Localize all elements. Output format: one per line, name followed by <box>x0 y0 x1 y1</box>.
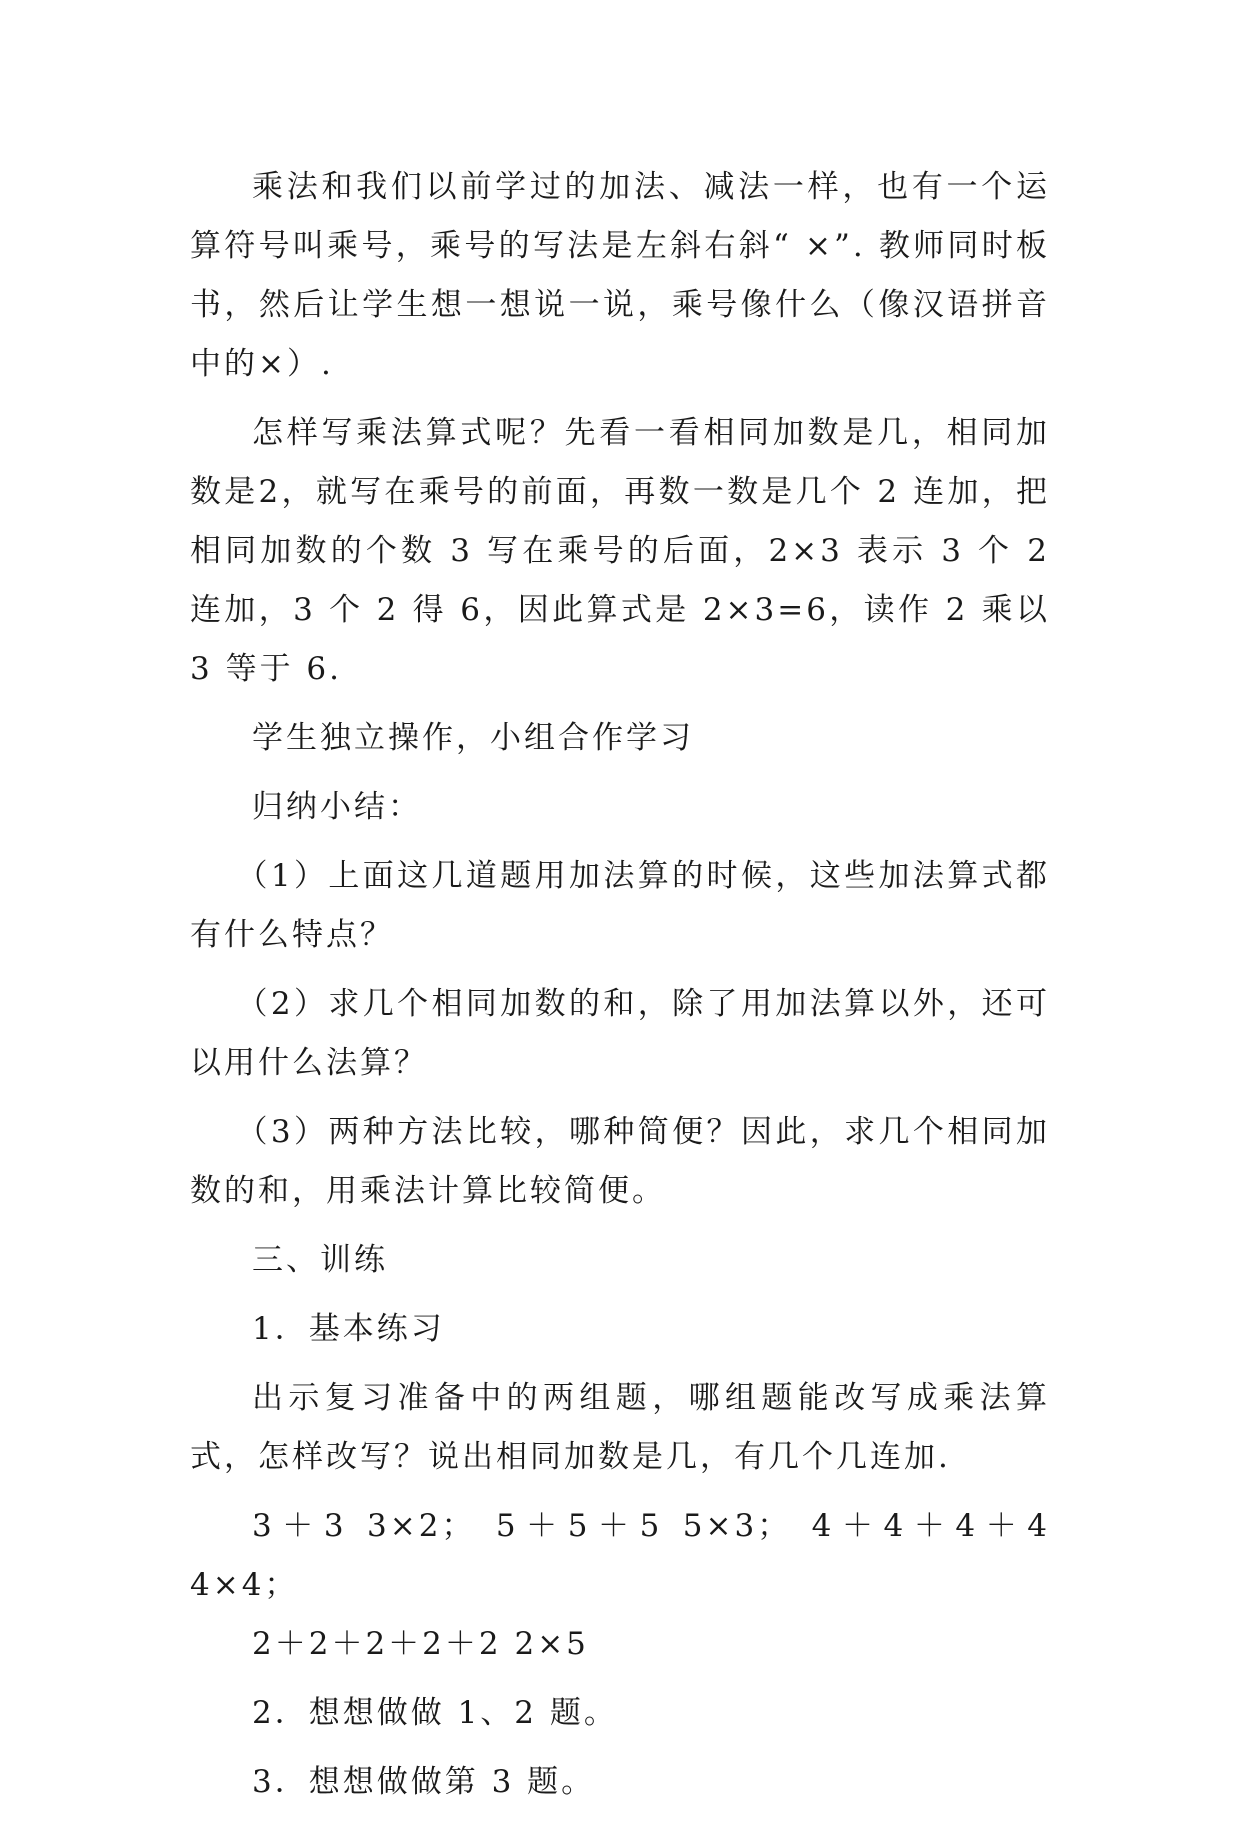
section-heading-training: 三、训练 <box>252 1242 388 1278</box>
paragraph-question-1: （1）上面这几道题用加法算的时候，这些加法算式都有什么特点？ <box>190 858 1050 953</box>
exercise-line-2: 2＋2＋2＋2＋2 2×5 <box>252 1626 589 1662</box>
item-think-do-1-2: 2．想想做做 1、2 题。 <box>252 1695 618 1731</box>
paragraph-question-3: （3）两种方法比较，哪种简便？因此，求几个相同加数的和，用乘法计算比较简便。 <box>190 1114 1050 1209</box>
paragraph-how-to-write: 怎样写乘法算式呢？先看一看相同加数是几，相同加数是2，就写在乘号的前面，再数一数是几个 2 连加，把相同加数的个数 3 写在乘号的后面，2×3 表示 3 个 2 连加，3 个 2 得 6，因此算式是 2×3=6，读作 2 乘以 3 等于 6. <box>190 415 1050 687</box>
item-think-do-3: 3．想想做做第 3 题。 <box>252 1764 596 1800</box>
paragraph-student-activity: 学生独立操作，小组合作学习 <box>252 720 694 756</box>
paragraph-question-2: （2）求几个相同加数的和，除了用加法算以外，还可以用什么法算？ <box>190 986 1050 1081</box>
document-page <box>190 158 1050 1822</box>
paragraph-summary-heading: 归纳小结： <box>252 789 422 825</box>
exercise-line-1: 3＋3 3×2； 5＋5＋5 5×3； 4＋4＋4＋4 4×4； <box>190 1508 1050 1603</box>
paragraph-exercise-instructions: 出示复习准备中的两组题，哪组题能改写成乘法算式，怎样改写？说出相同加数是几，有几个几连加. <box>190 1380 1050 1475</box>
subheading-basic-practice: 1．基本练习 <box>252 1311 445 1347</box>
paragraph-multiplication-sign: 乘法和我们以前学过的加法、减法一样，也有一个运算符号叫乘号，乘号的写法是左斜右斜“ ×”. 教师同时板书，然后让学生想一想说一说，乘号像什么（像汉语拼音中的×）. <box>190 169 1050 382</box>
